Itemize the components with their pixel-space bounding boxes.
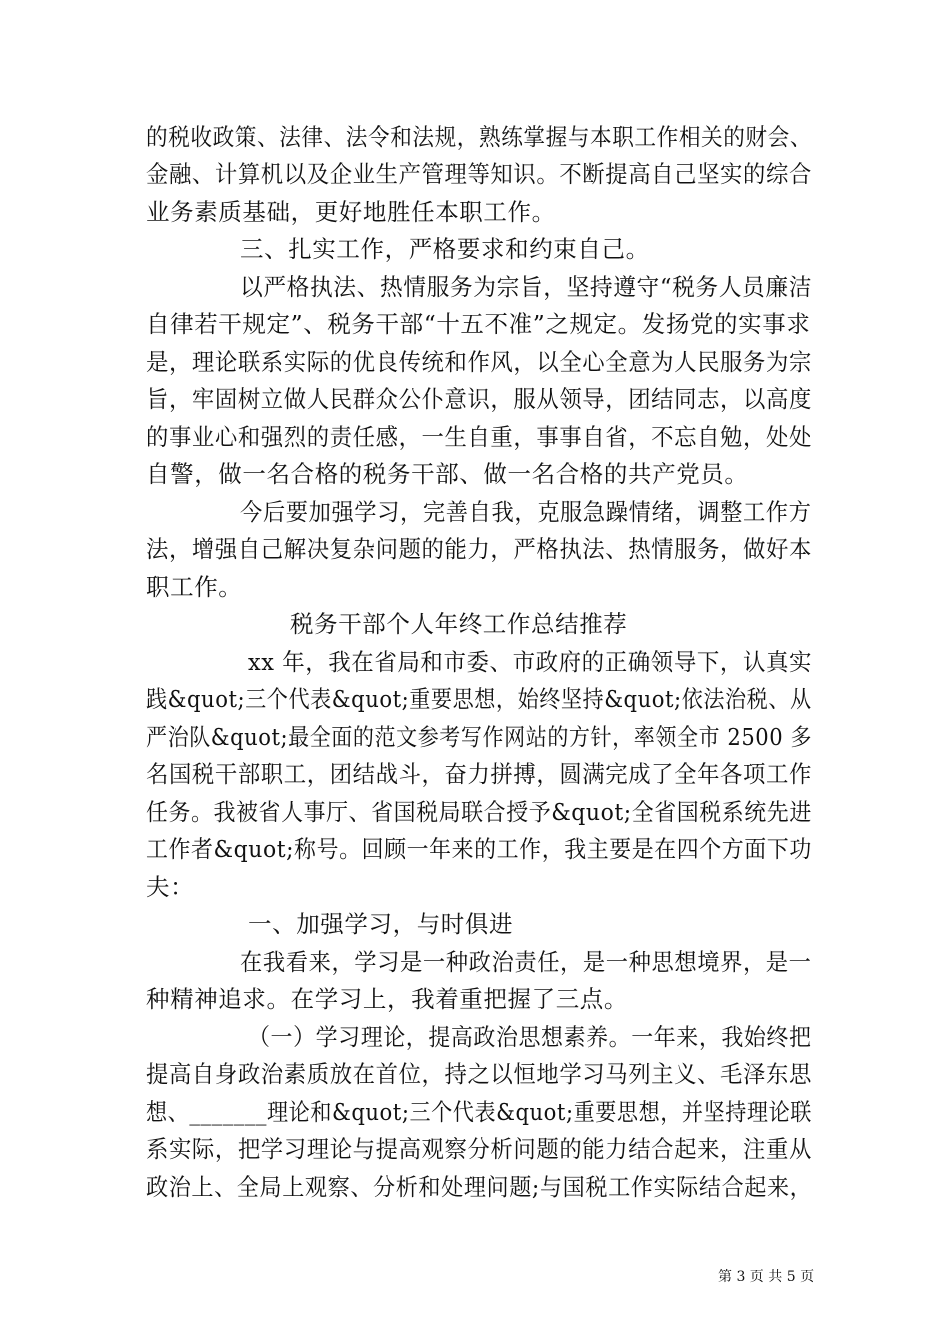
section-heading: 三、扎实工作，严格要求和约束自己。 [240,235,650,263]
body-text-line: 自警，做一名合格的税务干部、做一名合格的共产党员。 [146,460,749,488]
document-title: 税务干部个人年终工作总结推荐 [290,610,628,638]
body-text-line: 系实际，把学习理论与提高观察分析问题的能力结合起来，注重从 [146,1135,812,1163]
body-text-line: 种精神追求。在学习上，我着重把握了三点。 [146,985,628,1013]
body-text-line: 践&quot;三个代表&quot;重要思想，始终坚持&quot;依法治税、从 [146,685,812,713]
body-text-line: 任务。我被省人事厅、省国税局联合授予&quot;全省国税系统先进 [146,798,812,826]
body-text-line: 的税收政策、法律、法令和法规，熟练掌握与本职工作相关的财会、 [146,123,813,151]
body-text-line: 自律若干规定”、税务干部“十五不准”之规定。发扬党的实事求 [146,310,811,338]
body-text-line: 旨，牢固树立做人民群众公仆意识，服从领导，团结同志，以高度 [146,385,812,413]
body-text-line: 的事业心和强烈的责任感，一生自重，事事自省，不忘自勉，处处 [146,423,812,451]
body-text-line: 名国税干部职工，团结战斗，奋力拼搏，圆满完成了全年各项工作 [146,760,812,788]
body-text-line: 法，增强自己解决复杂问题的能力，严格执法、热情服务，做好本 [146,535,812,563]
body-text-line: 夫： [146,873,195,901]
body-text-line: 今后要加强学习，完善自我，克服急躁情绪，调整工作方 [240,498,812,526]
page-number: 第 3 页 共 5 页 [718,1269,815,1285]
body-text-line: （一）学习理论，提高政治思想素养。一年来，我始终把 [248,1023,812,1051]
body-text-line: 金融、计算机以及企业生产管理等知识。不断提高自己坚实的综合 [146,160,812,188]
body-text-line: xx 年，我在省局和市委、市政府的正确领导下，认真实 [248,648,813,676]
body-text-line: 以严格执法、热情服务为宗旨，坚持遵守“税务人员廉洁 [240,273,813,301]
body-text-line: 工作者&quot;称号。回顾一年来的工作，我主要是在四个方面下功 [146,835,812,863]
section-heading: 一、加强学习，与时俱进 [248,910,514,938]
body-text-line: 提高自身政治素质放在首位，持之以恒地学习马列主义、毛泽东思 [146,1060,812,1088]
body-text-line: 是，理论联系实际的优良传统和作风，以全心全意为人民服务为宗 [146,348,812,376]
body-text-line: 在我看来，学习是一种政治责任，是一种思想境界，是一 [240,948,812,976]
body-text-line: 严治队&quot;最全面的范文参考写作网站的方针，率领全市 2500 多 [146,723,812,751]
body-text-line: 业务素质基础，更好地胜任本职工作。 [146,198,556,226]
body-text-line: 职工作。 [146,573,243,601]
body-text-line: 想、_______理论和&quot;三个代表&quot;重要思想，并坚持理论联 [146,1098,812,1126]
body-text-line: 政治上、全局上观察、分析和处理问题;与国税工作实际结合起来， [146,1173,813,1201]
